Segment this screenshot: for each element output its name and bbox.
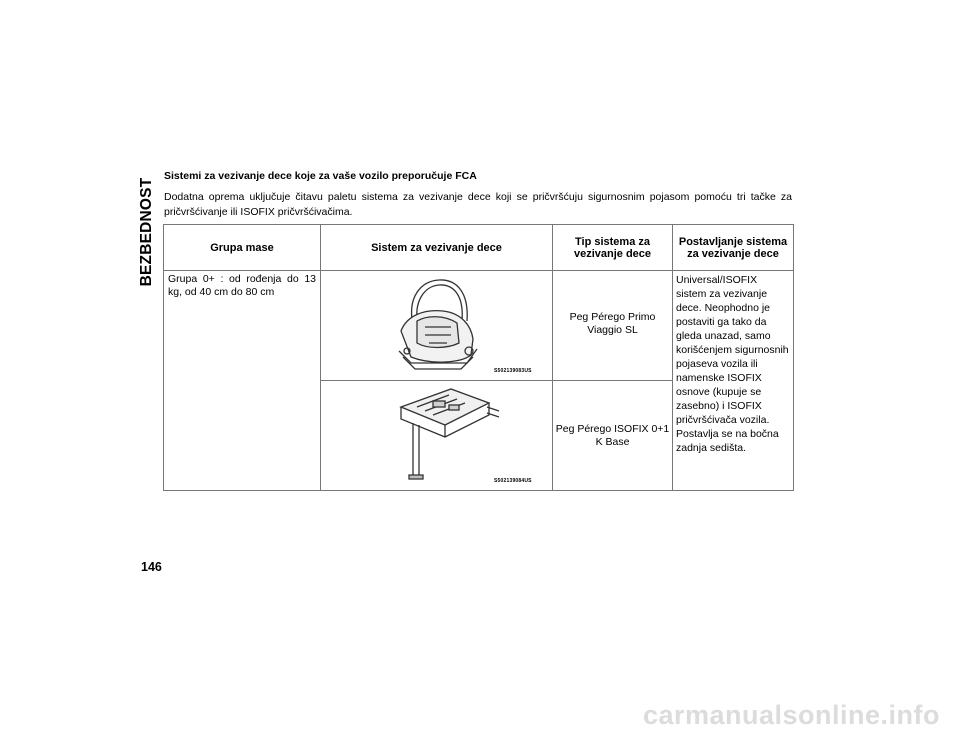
restraint-type-text: Peg Pérego ISOFIX 0+1 K Base (555, 423, 670, 448)
installation-text: Universal/ISOFIX sistem za vezivanje dece. Neophodno je postaviti ga tako da gleda unazad, samo korišćenjem sigurnosnih pojaseva vozila ili namenske ISOFIX osnove (kupuje se zasebno) i ISOFIX pričvršćivača vozila. Postavlja se na bočna zadnja sedišta. (676, 274, 789, 454)
isofix-base-icon (321, 381, 552, 490)
header-mass-group: Grupa mase (164, 225, 321, 271)
restraint-image-cell (321, 271, 553, 381)
image-code: S502139084US (494, 478, 532, 484)
infant-car-seat-icon (321, 271, 552, 380)
restraint-type-cell (553, 271, 673, 381)
header-installation: Postavljanje sistema za vezivanje dece (673, 225, 794, 271)
section-side-tab (136, 172, 158, 292)
restraint-image-cell (321, 381, 553, 491)
header-restraint-system: Sistem za vezivanje dece (321, 225, 553, 271)
mass-group-text: Grupa 0+ : od rođenja do 13 kg, od 40 cm do 80 cm (168, 273, 316, 298)
restraint-type-cell (553, 381, 673, 491)
header-restraint-type: Tip sistema za vezivanje dece (553, 225, 673, 271)
image-code: S502139083US (494, 368, 532, 374)
mass-group-cell (164, 271, 321, 491)
intro-paragraph: Dodatna oprema uključuje čitavu paletu sistema za vezivanje dece koji se pričvršćuju sigurnosnim pojasom pomoću tri tačke za pričvršćivanje ili ISOFIX pričvršćivačima. (164, 191, 792, 218)
section-heading: Sistemi za vezivanje dece koje za vaše vozilo preporučuje FCA (164, 170, 477, 182)
page-number: 146 (141, 560, 162, 574)
installation-cell (673, 271, 794, 491)
table-row (164, 271, 794, 381)
restraint-type-text: Peg Pérego Primo Viaggio SL (569, 311, 656, 336)
watermark: carmanualsonline.info (642, 700, 940, 730)
child-restraint-table (163, 224, 794, 491)
section-side-tab-label: BEZBEDNOST (138, 177, 155, 287)
table-header-row (164, 225, 794, 271)
